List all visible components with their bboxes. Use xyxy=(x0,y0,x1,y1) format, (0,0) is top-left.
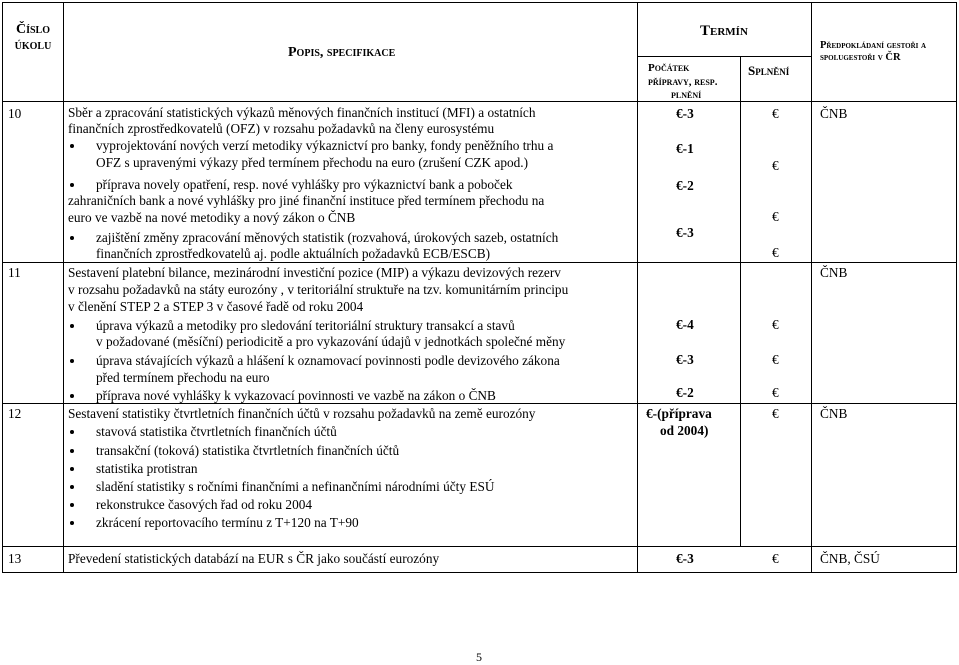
gestor: ČNB xyxy=(820,406,848,421)
start-term: €-3 xyxy=(676,106,694,121)
bullet-item: stavová statistika čtvrtletních finančních účtů xyxy=(96,424,337,439)
row-description-line: Sběr a zpracování statistických výkazů měnových finančních institucí (MFI) a ostatních xyxy=(68,105,536,120)
start-term-note: od 2004) xyxy=(660,423,709,438)
bullet-item: rekonstrukce časových řad od roku 2004 xyxy=(96,497,313,512)
bullet-item: příprava novely opatření, resp. nové vyhlášky pro výkaznictví bank a poboček xyxy=(96,177,513,192)
completion-term: € xyxy=(772,158,779,173)
completion-term: € xyxy=(772,406,779,421)
start-term: €-2 xyxy=(676,178,694,193)
completion-term: € xyxy=(772,209,779,224)
bullet-item: úprava stávajících výkazů a hlášení k oznamovací povinnosti podle devizového zákona xyxy=(96,353,560,368)
row-number: 10 xyxy=(8,106,22,121)
header-start-line3: plnění xyxy=(671,89,702,101)
gestor: ČNB xyxy=(820,265,848,280)
row-description-line: finančních zprostředkovatelů (OFZ) v rozsahu požadavků na členy eurosystému xyxy=(68,121,495,136)
start-term: €-(příprava xyxy=(646,406,712,421)
start-term: €-2 xyxy=(676,385,694,400)
header-term: Termín xyxy=(700,23,748,39)
row-description-line: v rozsahu požadavků na státy eurozóny , v teritoriální struktuře na tzv. komunitárním principu xyxy=(68,282,569,297)
row-description-line: Sestavení platební bilance, mezinárodní investiční pozice (MIP) a výkazu devizových rezerv xyxy=(68,265,561,280)
row-description-line: euro ve vazbě na nové metodiky a nový zákon o ČNB xyxy=(68,210,356,225)
bullet-item-cont: finančních zprostředkovatelů aj. podle aktuálních požadavků ECB/ESCB) xyxy=(96,246,490,261)
header-description: Popis, specifikace xyxy=(288,45,396,60)
row-number: 11 xyxy=(8,265,21,280)
start-term: €-1 xyxy=(676,141,694,156)
bullet-item: zkrácení reportovacího termínu z T+120 na T+90 xyxy=(96,515,359,530)
start-term: €-4 xyxy=(676,317,694,332)
completion-term: € xyxy=(772,317,779,332)
completion-term: € xyxy=(772,551,779,566)
row-description-line: Sestavení statistiky čtvrtletních finančních účtů v rozsahu požadavků na země eurozóny xyxy=(68,406,536,421)
header-gestors-line2: spolugestoři v ČR xyxy=(820,52,901,63)
row-number: 13 xyxy=(8,551,22,566)
bullet-item: zajištění změny zpracování měnových statistik (rozvahová, úrokových sazeb, ostatních xyxy=(96,230,559,245)
bullet-item-cont: v požadované (měsíční) periodicitě a pro vykazování údajů v jednotkách společné měny xyxy=(96,334,566,349)
bullet-item: statistika protistran xyxy=(96,461,198,476)
row-description-line: zahraničních bank a nové vyhlášky pro jiné finanční instituce před termínem přechodu na xyxy=(68,193,545,208)
header-gestors-line1: Předpokládaní gestoři a xyxy=(820,40,927,51)
start-term: €-3 xyxy=(676,225,694,240)
row-number: 12 xyxy=(8,406,22,421)
start-term: €-3 xyxy=(676,352,694,367)
header-task-number-line2: úkolu xyxy=(14,38,52,53)
completion-term: € xyxy=(772,245,779,260)
page-number: 5 xyxy=(476,650,482,664)
gestor: ČNB, ČSÚ xyxy=(820,551,880,566)
bullet-item: úprava výkazů a metodiky pro sledování teritoriální struktury transakcí a stavů xyxy=(96,318,515,333)
completion-term: € xyxy=(772,352,779,367)
row-description-line: v členění STEP 2 a STEP 3 v časové řadě od roku 2004 xyxy=(68,299,364,314)
header-start-line2: přípravy, resp. xyxy=(648,76,718,88)
bullet-item: transakční (toková) statistika čtvrtletních finančních účtů xyxy=(96,443,400,458)
header-start-line1: Počátek xyxy=(648,62,690,74)
bullet-item-cont: před termínem přechodu na euro xyxy=(96,370,270,385)
bullet-item: sladění statistiky s ročními finančními a nefinančními národními účty ESÚ xyxy=(96,479,495,494)
completion-term: € xyxy=(772,106,779,121)
header-completion: Splnění xyxy=(748,63,790,78)
row-description-line: Převedení statistických databází na EUR s ČR jako součástí eurozóny xyxy=(68,551,440,566)
bullet-item-cont: OFZ s upravenými výkazy před termínem přechodu na euro (zrušení CZK apod.) xyxy=(96,155,529,170)
bullet-item: vyprojektování nových verzí metodiky výkaznictví pro banky, fondy peněžního trhu a xyxy=(96,138,554,153)
completion-term: € xyxy=(772,385,779,400)
gestor: ČNB xyxy=(820,106,848,121)
start-term: €-3 xyxy=(676,551,694,566)
header-task-number-line1: Číslo xyxy=(15,22,50,37)
bullet-item: příprava nové vyhlášky k vykazovací povinnosti ve vazbě na zákon o ČNB xyxy=(96,388,496,403)
